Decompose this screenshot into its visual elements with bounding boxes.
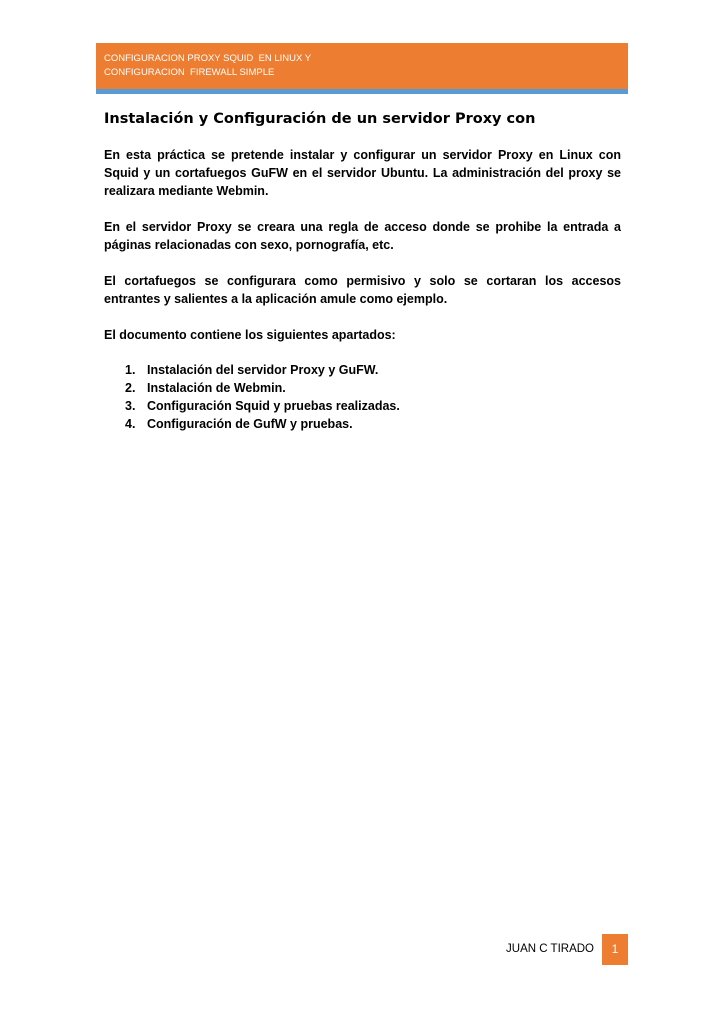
list-item-number: 2. (125, 381, 136, 395)
list-item-text: Instalación del servidor Proxy y GuFW. (147, 363, 379, 377)
paragraph-sections-intro: El documento contiene los siguientes apartados: (104, 328, 396, 342)
list-item (104, 397, 621, 415)
list-item (104, 379, 621, 397)
page-header (96, 43, 628, 89)
list-item (104, 361, 621, 379)
list-item-text: Configuración Squid y pruebas realizadas. (147, 399, 400, 413)
header-title (104, 52, 524, 79)
sections-list (104, 361, 621, 433)
header-line-2: CONFIGURACION FIREWALL SIMPLE (104, 66, 275, 78)
header-divider (96, 89, 628, 94)
list-item-number: 4. (125, 417, 136, 431)
list-item (104, 415, 621, 433)
list-item-number: 3. (125, 399, 136, 413)
list-item-text: Configuración de GufW y pruebas. (147, 417, 353, 431)
paragraph-proxy-rule: En el servidor Proxy se creara una regla de acceso donde se prohibe la entrada a páginas relacionadas con sexo, pornografía, etc. (104, 220, 621, 252)
footer-author: JUAN C TIRADO (506, 943, 594, 955)
list-item-number: 1. (125, 363, 136, 377)
header-line-1: CONFIGURACION PROXY SQUID EN LINUX Y (104, 53, 312, 64)
document-body (104, 108, 621, 433)
paragraph-intro: En esta práctica se pretende instalar y configurar un servidor Proxy en Linux con Squid y un cortafuegos GuFW en el servidor Ubuntu. La administración del proxy se realizara mediante Webmin. (104, 148, 621, 198)
paragraph-firewall: El cortafuegos se configurara como permisivo y solo se cortaran los accesos entrantes y salientes a la aplicación amule como ejemplo. (104, 274, 621, 306)
list-item-text: Instalación de Webmin. (147, 381, 286, 395)
page-number: 1 (602, 934, 628, 965)
document-title: Instalación y Configuración de un servidor Proxy con (104, 111, 536, 127)
